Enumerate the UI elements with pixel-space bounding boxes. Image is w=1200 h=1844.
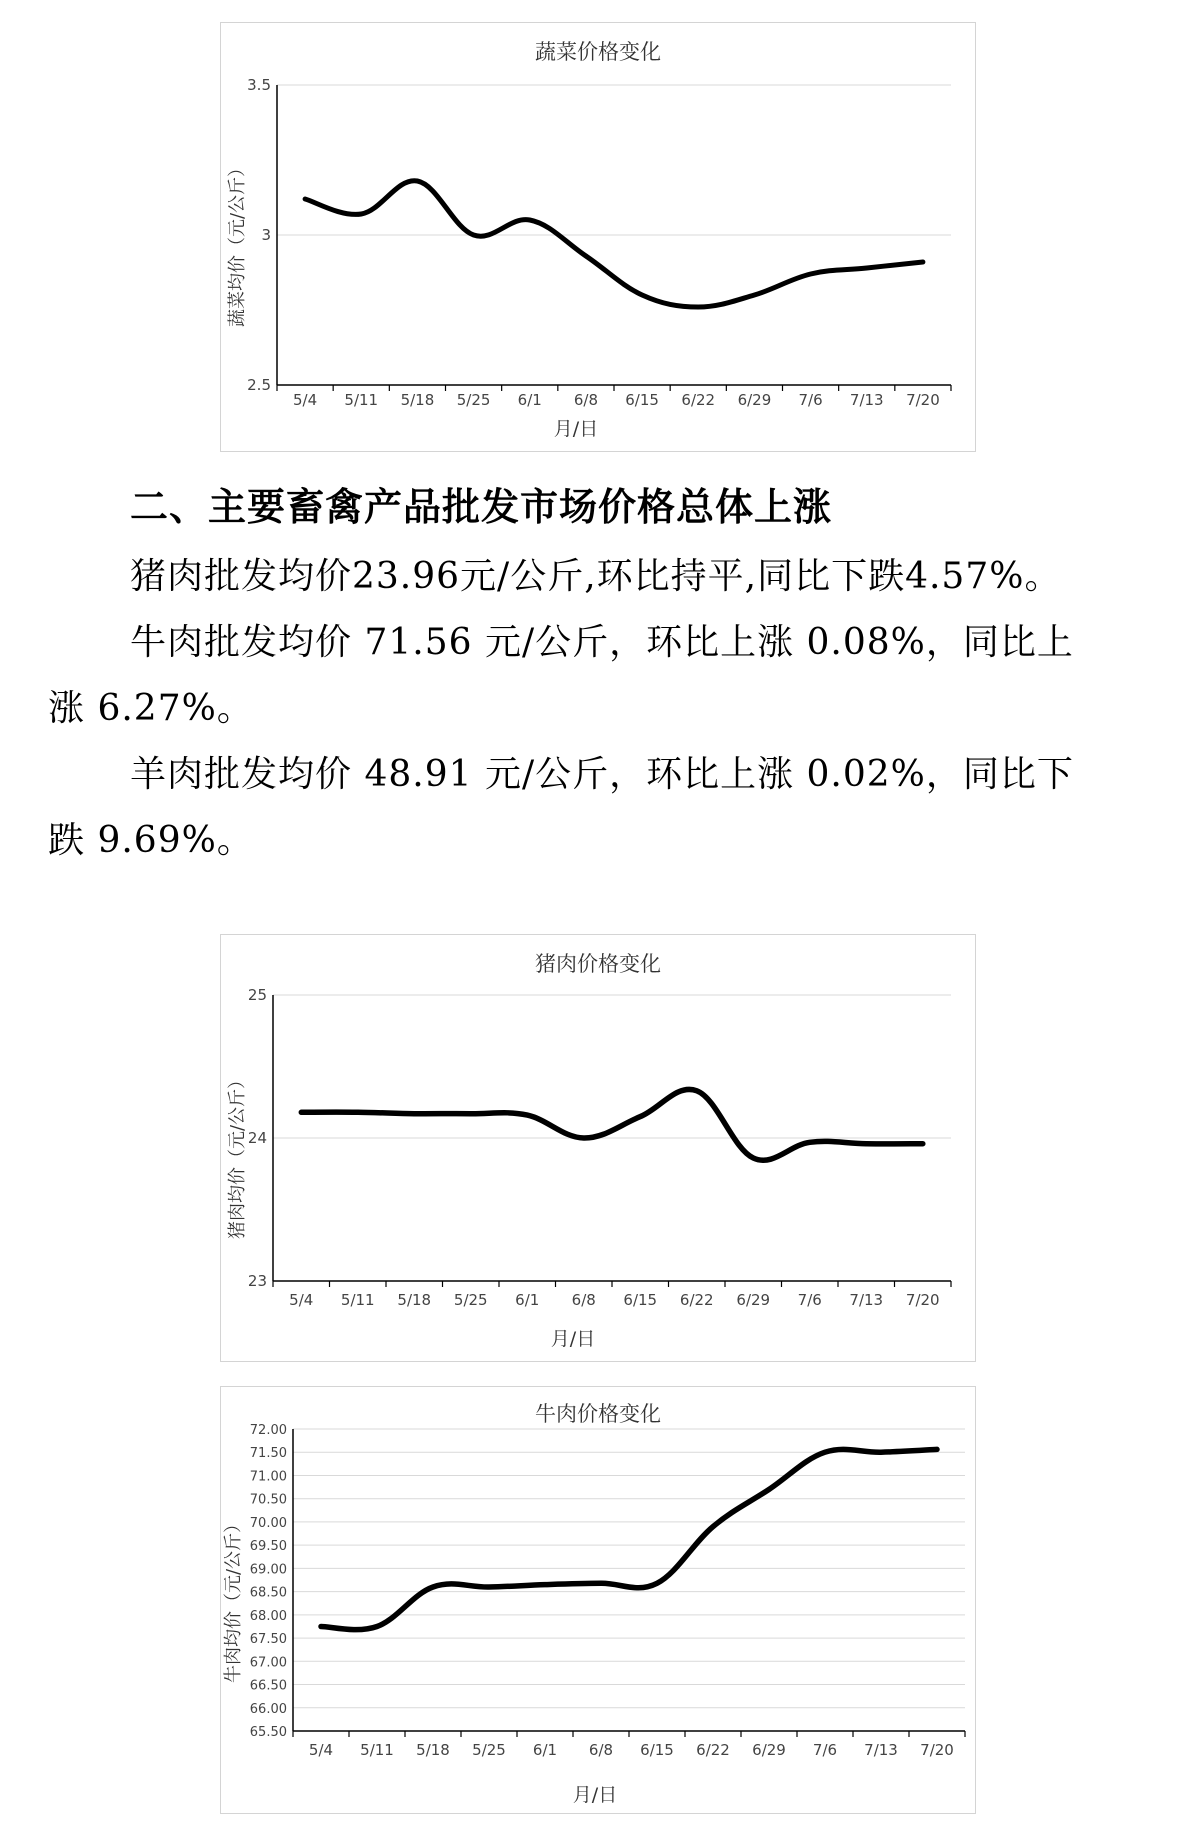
x-tick-label: 6/29 (737, 391, 772, 409)
x-tick-label: 6/1 (515, 1291, 540, 1309)
y-tick-label: 24 (247, 1129, 267, 1147)
x-tick-label: 7/13 (864, 1741, 898, 1759)
chart-title: 猪肉价格变化 (535, 952, 661, 976)
y-tick-label: 66.50 (249, 1678, 287, 1694)
x-axis-label: 月/日 (553, 418, 599, 440)
beef-paragraph-line1: 牛肉批发均价 71.56 元/公斤，环比上涨 0.08%，同比上 (130, 622, 1074, 663)
x-tick-label: 7/6 (812, 1741, 838, 1759)
y-tick-label: 69.50 (249, 1539, 287, 1555)
x-tick-label: 7/20 (906, 391, 940, 409)
series-line (305, 181, 923, 307)
y-tick-label: 70.50 (249, 1492, 287, 1508)
x-tick-label: 5/11 (344, 391, 379, 409)
vegetable-chart-svg (221, 23, 975, 451)
x-tick-label: 7/13 (849, 1291, 884, 1309)
x-tick-label: 6/29 (736, 1291, 771, 1309)
y-tick-label: 71.50 (249, 1446, 287, 1462)
y-axis-label: 牛肉均价（元/公斤） (223, 1514, 244, 1684)
y-tick-label: 70.00 (249, 1515, 287, 1531)
x-tick-label: 5/11 (340, 1291, 375, 1309)
y-tick-label: 69.00 (249, 1562, 287, 1578)
x-tick-label: 7/6 (798, 391, 823, 409)
pork-chart-svg (221, 935, 975, 1361)
plot-area (250, 1423, 965, 1759)
section-heading: 二、主要畜禽产品批发市场价格总体上涨 (130, 485, 833, 529)
x-tick-label: 6/29 (752, 1741, 786, 1759)
beef-paragraph-line2: 涨 6.27%。 (48, 688, 254, 729)
x-tick-label: 5/25 (453, 1291, 488, 1309)
x-tick-label: 6/22 (696, 1741, 730, 1759)
y-axis-label: 蔬菜均价（元/公斤） (227, 158, 248, 328)
x-tick-label: 6/1 (517, 391, 542, 409)
x-tick-label: 7/20 (920, 1741, 954, 1759)
x-tick-label: 5/4 (289, 1291, 314, 1309)
x-tick-label: 5/25 (472, 1741, 506, 1759)
y-tick-label: 23 (247, 1272, 267, 1290)
y-tick-label: 25 (247, 986, 267, 1004)
x-axis-label: 月/日 (572, 1784, 618, 1806)
plot-area (247, 76, 951, 409)
series-line (301, 1089, 923, 1160)
y-tick-label: 65.50 (249, 1725, 287, 1740)
beef-chart (220, 1386, 976, 1814)
y-tick-label: 68.00 (249, 1608, 287, 1624)
x-tick-label: 6/8 (588, 1741, 614, 1759)
chart-title: 蔬菜价格变化 (535, 40, 661, 64)
y-tick-label: 3.5 (247, 76, 271, 94)
x-tick-label: 6/22 (681, 391, 716, 409)
y-tick-label: 72.00 (249, 1423, 287, 1438)
mutton-paragraph-line2: 跌 9.69%。 (48, 820, 254, 861)
y-tick-label: 3 (261, 226, 271, 244)
x-tick-label: 6/22 (679, 1291, 714, 1309)
x-tick-label: 5/11 (360, 1741, 394, 1759)
x-tick-label: 6/8 (573, 391, 598, 409)
x-tick-label: 7/6 (797, 1291, 822, 1309)
y-tick-label: 66.00 (249, 1701, 287, 1717)
beef-chart-svg (221, 1387, 975, 1813)
vegetable-chart (220, 22, 976, 452)
x-tick-label: 6/15 (623, 1291, 658, 1309)
x-tick-label: 5/18 (416, 1741, 450, 1759)
x-axis-label: 月/日 (550, 1328, 596, 1350)
y-axis-label: 猪肉均价（元/公斤） (227, 1070, 248, 1240)
y-tick-label: 68.50 (249, 1585, 287, 1601)
series-line (321, 1449, 937, 1629)
x-tick-label: 5/18 (400, 391, 435, 409)
y-tick-label: 67.50 (249, 1632, 287, 1648)
x-tick-label: 6/15 (640, 1741, 674, 1759)
y-tick-label: 67.00 (249, 1655, 287, 1671)
x-tick-label: 7/20 (905, 1291, 940, 1309)
x-tick-label: 7/13 (849, 391, 884, 409)
x-tick-label: 6/1 (532, 1741, 558, 1759)
y-tick-label: 2.5 (247, 376, 271, 394)
mutton-paragraph-line1: 羊肉批发均价 48.91 元/公斤，环比上涨 0.02%，同比下 (130, 754, 1074, 795)
chart-title: 牛肉价格变化 (535, 1402, 661, 1426)
y-tick-label: 71.00 (249, 1469, 287, 1485)
pork-paragraph: 猪肉批发均价23.96元/公斤,环比持平,同比下跌4.57%。 (130, 556, 1062, 597)
pork-chart (220, 934, 976, 1362)
x-tick-label: 6/15 (625, 391, 659, 409)
x-tick-label: 6/8 (571, 1291, 596, 1309)
x-tick-label: 5/4 (308, 1741, 334, 1759)
x-tick-label: 5/18 (397, 1291, 432, 1309)
x-tick-label: 5/25 (456, 391, 491, 409)
plot-area (248, 986, 951, 1309)
x-tick-label: 5/4 (293, 391, 318, 409)
